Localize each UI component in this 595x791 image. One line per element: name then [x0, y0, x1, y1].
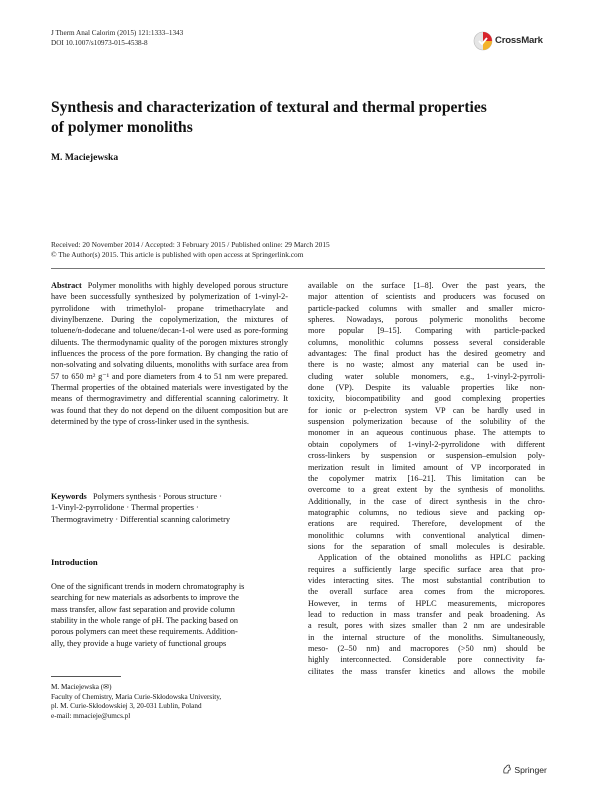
body-line: Application of the obtained monoliths as HPLC packing — [318, 553, 545, 563]
crossmark-icon — [473, 30, 493, 52]
body-line: spheres. Nowadays, porous polymeric monoliths become — [308, 315, 545, 325]
author-name: M. Maciejewska — [51, 152, 119, 163]
abstract-line: diluent composition but are determined by the type of — [51, 405, 288, 427]
body-line: lead to reduction in mass transfer and peak broadening. As — [308, 609, 545, 619]
body-line: in the internal structure of the monoliths. Simultaneously, — [308, 632, 545, 642]
body-line: advantages: The final product has the desired geometry and — [308, 349, 545, 359]
body-right-column — [308, 280, 545, 677]
body-line: suspension polymerization because of the solubility of the — [308, 417, 545, 427]
keyword-line: Polymers synthesis · Porous structure · — [92, 492, 222, 501]
author-footnote — [51, 683, 221, 721]
body-line: more popular [9–15]. Comparing with particle-packed — [308, 326, 545, 336]
body-line: monomer in an aqueous continuous phase. The attempts to — [308, 428, 545, 438]
body-line: the overall surface area comes from the micropores. — [308, 587, 545, 597]
abstract-line: changing the ratio of non-solvating and solvating diluents, — [51, 349, 289, 370]
affiliation-line: Faculty of Chemistry, Maria Curie-Skłodowska University, — [51, 692, 222, 701]
abstract-line: copolymerization, the mixtures of toluene/n-dodecane and — [51, 315, 288, 336]
abstract-line: Polymer monoliths with highly developed — [87, 281, 231, 290]
keywords-label: Keywords — [51, 492, 87, 501]
crossmark-label: CrossMark — [495, 35, 543, 46]
body-line: erations are required. Therefore, development of the — [308, 519, 545, 529]
intro-paragraph — [51, 581, 288, 649]
springer-horse-icon — [502, 764, 512, 774]
abstract-line: cross-linker used in the synthesis. — [137, 417, 249, 427]
divider — [51, 268, 545, 269]
body-line: meso- (2–50 nm) and macropores (>50 nm) should be — [308, 644, 545, 653]
body-line: However, in terms of HPLC measurements, micropores — [308, 598, 545, 608]
abstract-line: polymerization of 1-vinyl-2-pyrrolidone with trimethylol- — [51, 292, 288, 313]
body-line: available on the surface [1–8]. Over the past years, the — [308, 281, 545, 290]
paper-title — [51, 98, 521, 138]
body-line: requires a sufficiently large specific surface area that pro- — [308, 564, 545, 574]
body-line: merization result in limited amount of VP incorporated in — [308, 462, 545, 472]
crossmark-logo[interactable] — [473, 30, 553, 52]
abstract-line: propane trimethacrylate and divinylbenzene. During the — [51, 303, 288, 325]
publication-dates — [51, 240, 330, 260]
keyword-line: 1-Vinyl-2-pyrrolidone · Thermal properties · — [51, 503, 199, 513]
body-line: cross-linkers by suspension or suspension–emulsion poly- — [308, 451, 545, 461]
affiliation-line: pl. M. Curie-Skłodowskiej 3, 20-031 Lublin, Poland — [51, 702, 202, 711]
body-line: columns, monolithic columns possess several considerable — [308, 337, 545, 347]
journal-citation: J Therm Anal Calorim (2015) 121:1333–1343 — [51, 29, 184, 37]
intro-line: ally, they provide a huge variety of functional groups — [51, 638, 227, 648]
abstract-line: pore diameters from 4 to 51 nm were prepared. Thermal — [51, 371, 288, 393]
abstract-line: strongly influences the process of the pore formation. By — [51, 337, 289, 359]
intro-line: porous polymers can meet these requirements. Addition- — [51, 627, 238, 637]
doi[interactable]: DOI 10.1007/s10973-015-4538-8 — [51, 38, 148, 47]
body-line: a result, pores with sizes smaller than 2 nm are undesirable — [308, 621, 545, 631]
body-line: vides interacting sites. The most substantial contribution to — [308, 575, 545, 585]
dates-line: Received: 20 November 2014 / Accepted: 3 February 2015 / Published online: 29 March 2015 — [51, 240, 330, 249]
section-heading: Introduction — [51, 557, 98, 567]
abstract-line: The thermodynamic quality of the porogen mixtures — [81, 337, 259, 347]
body-line: there is no waste; almost any material can be used in- — [308, 360, 545, 370]
body-line: obtain copolymers of 1-vinyl-2-pyrrolidone with different — [308, 439, 545, 449]
journal-header — [51, 29, 183, 48]
abstract-line: the means of thermogravimetry and differential scanning — [51, 383, 289, 404]
body-line: the copolymer matrix [16–21]. This limitation can be — [308, 473, 545, 483]
body-line: particle-packed columns with smaller and smaller micro- — [308, 303, 545, 313]
keywords — [51, 491, 288, 525]
intro-line: stability in the whole range of pH. The packing based on — [51, 616, 239, 626]
intro-line: One of the significant trends in modern chromatography is — [51, 582, 245, 591]
abstract-line: porous structure have been successfully synthesized by — [51, 281, 289, 302]
body-line: highly interconnected. Considerable pore connectivity fa- — [308, 655, 545, 665]
body-line: cilitates the mass transfer kinetics and allows the mobile — [308, 666, 545, 676]
keyword-line: Thermogravimetry · Differential scanning calorimetry — [51, 514, 230, 524]
abstract-label: Abstract — [51, 281, 82, 290]
publisher-name: Springer — [514, 765, 547, 775]
open-access-line: © The Author(s) 2015. This article is published with open access at Springerlink.com — [51, 250, 304, 259]
title-line: of polymer monoliths — [51, 119, 193, 136]
title-line: Synthesis and characterization of textural and thermal properties — [51, 99, 487, 116]
body-line: sions for the separation of small molecules is desirable. — [308, 541, 545, 551]
abstract-line: toluene/decan-1-ol were used as pore-forming diluents. — [51, 326, 289, 347]
body-line: done (VP). Despite its valuable properties like non- — [308, 383, 545, 393]
body-line: toxicity, biocompatibility and good complexing properties — [308, 394, 545, 404]
body-line: for ionic or p-electron system VP can be hardly used in — [308, 405, 545, 415]
footnote-divider — [51, 676, 121, 677]
body-line: cluding water soluble monomers, e.g., 1-vinyl-2-pyrroli- — [308, 371, 545, 381]
abstract-line: calorimetry. It was found that they do not depend on the — [51, 394, 289, 415]
abstract-line: properties of the obtained materials were investigated by — [81, 383, 275, 393]
body-line: matographic columns, no tedious sieve and packing op- — [308, 507, 545, 517]
footnote-author: M. Maciejewska (✉) — [51, 683, 112, 691]
body-line: monolithic columns with conventional analytical dimen- — [308, 530, 545, 540]
body-line: overcome to a great extent by the synthesis of monoliths. — [308, 485, 545, 495]
body-line: Additionally, in the case of direct synthesis in the chro- — [308, 496, 545, 506]
intro-line: mass transfer, allow fast separation and provide column — [51, 604, 235, 614]
author-email[interactable]: e-mail: mmacieje@umcs.pl — [51, 711, 131, 720]
abstract — [51, 280, 288, 427]
abstract-line: monoliths with surface area from 57 to 650 m² g⁻¹ and — [51, 360, 289, 381]
intro-line: searching for new materials as adsorbents to improve the — [51, 593, 239, 603]
body-line: major attention of scientists and producers was focused on — [308, 292, 545, 302]
publisher-logo — [502, 764, 547, 775]
